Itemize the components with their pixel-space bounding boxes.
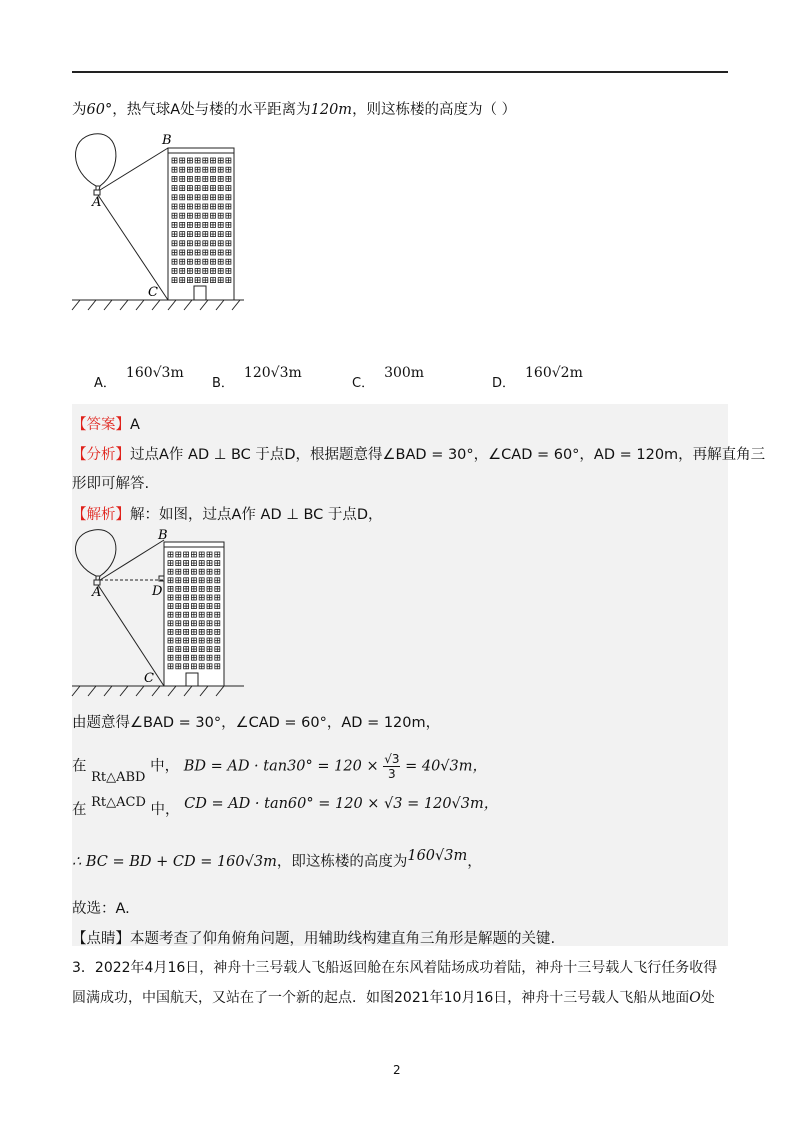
- option-C[interactable]: C．300m: [352, 365, 425, 391]
- line-AB: [100, 148, 168, 190]
- balloon-shape: [75, 134, 115, 186]
- solution-choice: 故选：A.: [72, 901, 130, 917]
- label-C: C: [148, 285, 158, 300]
- ground-hatching: [72, 300, 240, 310]
- solution-given: 由题意得∠BAD = 30°，∠CAD = 60°，AD = 120m，: [72, 715, 441, 731]
- option-B[interactable]: B．120√3m: [212, 365, 302, 391]
- label-D: D: [152, 584, 163, 599]
- svg-text:A: A: [92, 585, 102, 600]
- solution-step-3: ∴ BC = BD + CD = 160√3m，即这栋楼的高度为160√3m，: [72, 848, 482, 870]
- solution-figure: [66, 526, 246, 700]
- label-B: B: [162, 133, 172, 148]
- svg-text:B: B: [158, 528, 168, 543]
- analysis-line-2: 形即可解答.: [72, 476, 150, 492]
- analysis-line-1: 【分析】过点A作 AD ⊥ BC 于点D，根据题意得∠BAD = 30°，∠CAD = 60°，AD = 120m，再解直角三: [72, 447, 766, 463]
- comment-line: 【点睛】本题考查了仰角俯角问题，用辅助线构建直角三角形是解题的关键.: [72, 931, 556, 947]
- next-question-line-2: 圆满成功，中国航天，又站在了一个新的起点．如图2021年10月16日，神舟十三号载人飞船从地面O处: [72, 990, 715, 1006]
- label-A: A: [92, 195, 102, 210]
- building: [168, 152, 234, 300]
- option-D[interactable]: D．160√2m: [492, 365, 583, 391]
- page-number: 2: [393, 1063, 401, 1077]
- solution-step-2: 在 Rt△ACD 中， CD = AD · tan60° = 120 × √3 = 120√3m，: [72, 795, 499, 818]
- balloon-building-figure: [66, 128, 246, 318]
- distance-value: 120m: [310, 102, 353, 118]
- question-text: 为60°，热气球A处与楼的水平距离为120m，则这栋楼的高度为（ ）: [72, 102, 517, 118]
- option-A[interactable]: A．160√3m: [94, 365, 184, 391]
- solution-step-1: 在 Rt△ABD 中， BD = AD · tan30° = 120 × $\frac{√3}{3}$ = 40√3m，: [72, 752, 488, 785]
- svg-text:C: C: [144, 671, 154, 686]
- answer-line: 【答案】A: [72, 417, 140, 433]
- header-rule: [72, 71, 728, 73]
- next-question-line-1: 3．2022年4月16日，神舟十三号载人飞船返回舱在东风着陆场成功着陆，神舟十三号载人飞行任务收得: [72, 960, 718, 976]
- solution-intro: 【解析】解：如图，过点A作 AD ⊥ BC 于点D，: [72, 507, 383, 523]
- angle-value: 60°: [86, 102, 113, 118]
